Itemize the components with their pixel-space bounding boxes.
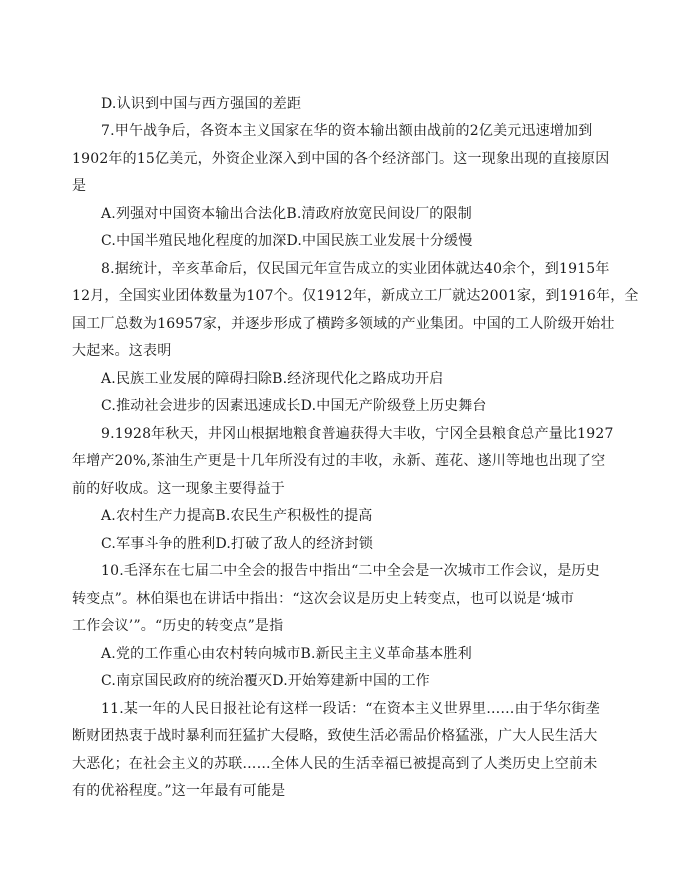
text-line: 年增产20%,茶油生产更是十几年所没有过的丰收，永新、莲花、遂川等地也出现了空 bbox=[72, 453, 606, 469]
question-line: 7.甲午战争后，各资本主义国家在华的资本输出额由战前的2亿美元迅速增加到 bbox=[101, 123, 593, 139]
option-line: A.列强对中国资本输出合法化B.清政府放宽民间设厂的限制 bbox=[101, 206, 472, 222]
text-line: 国工厂总数为16957家，并逐步形成了横跨多领域的产业集团。中国的工人阶级开始壮 bbox=[72, 316, 615, 332]
text-line: 断财团热衷于战时暴利而狂猛扩大侵略，致使生活必需品价格猛涨，广大人民生活大 bbox=[72, 728, 598, 744]
question-line: 11.某一年的人民日报社论有这样一段话：“在资本主义世界里……由于华尔街垄 bbox=[101, 701, 600, 717]
option-line: C.中国半殖民地化程度的加深D.中国民族工业发展十分缓慢 bbox=[101, 233, 473, 249]
question-line: 10.毛泽东在七届二中全会的报告中指出“二中全会是一次城市工作会议，是历史 bbox=[101, 563, 600, 579]
question-line: 8.据统计，辛亥革命后，仅民国元年宣告成立的实业团体就达40余个，到1915年 bbox=[101, 261, 610, 277]
question-line: 9.1928年秋天，井冈山根据地粮食普遍获得大丰收，宁冈全县粮食总产量比1927 bbox=[101, 426, 614, 442]
option-line: C.军事斗争的胜利D.打破了敌人的经济封锁 bbox=[101, 536, 374, 552]
text-line: 大起来。这表明 bbox=[72, 343, 172, 359]
option-line: D.认识到中国与西方强国的差距 bbox=[101, 96, 302, 112]
text-line: 1902年的15亿美元，外资企业深入到中国的各个经济部门。这一现象出现的直接原因 bbox=[72, 151, 610, 167]
text-line: 大恶化；在社会主义的苏联……全体人民的生活幸福已被提高到了人类历史上空前未 bbox=[72, 756, 598, 772]
option-line: A.党的工作重心由农村转向城市B.新民主主义革命基本胜利 bbox=[101, 646, 472, 662]
text-line: 工作会议’”。“历史的转变点”是指 bbox=[72, 618, 284, 634]
option-line: A.民族工业发展的障碍扫除B.经济现代化之路成功开启 bbox=[101, 371, 444, 387]
option-line: C.推动社会进步的因素迅速成长D.中国无产阶级登上历史舞台 bbox=[101, 398, 487, 414]
text-line: 12月，全国实业团体数量为107个。仅1912年，新成立工厂就达2001家，到1916年，全 bbox=[72, 288, 639, 304]
text-line: 有的优裕程度。”这一年最有可能是 bbox=[72, 783, 286, 799]
option-line: C.南京国民政府的统治覆灭D.开始筹建新中国的工作 bbox=[101, 673, 430, 689]
text-line: 前的好收成。这一现象主要得益于 bbox=[72, 481, 285, 497]
text-line: 转变点”。林伯渠也在讲话中指出：“这次会议是历史上转变点，也可以说是‘城市 bbox=[72, 591, 575, 607]
text-line: 是 bbox=[72, 178, 87, 194]
option-line: A.农村生产力提高B.农民生产积极性的提高 bbox=[101, 508, 373, 524]
